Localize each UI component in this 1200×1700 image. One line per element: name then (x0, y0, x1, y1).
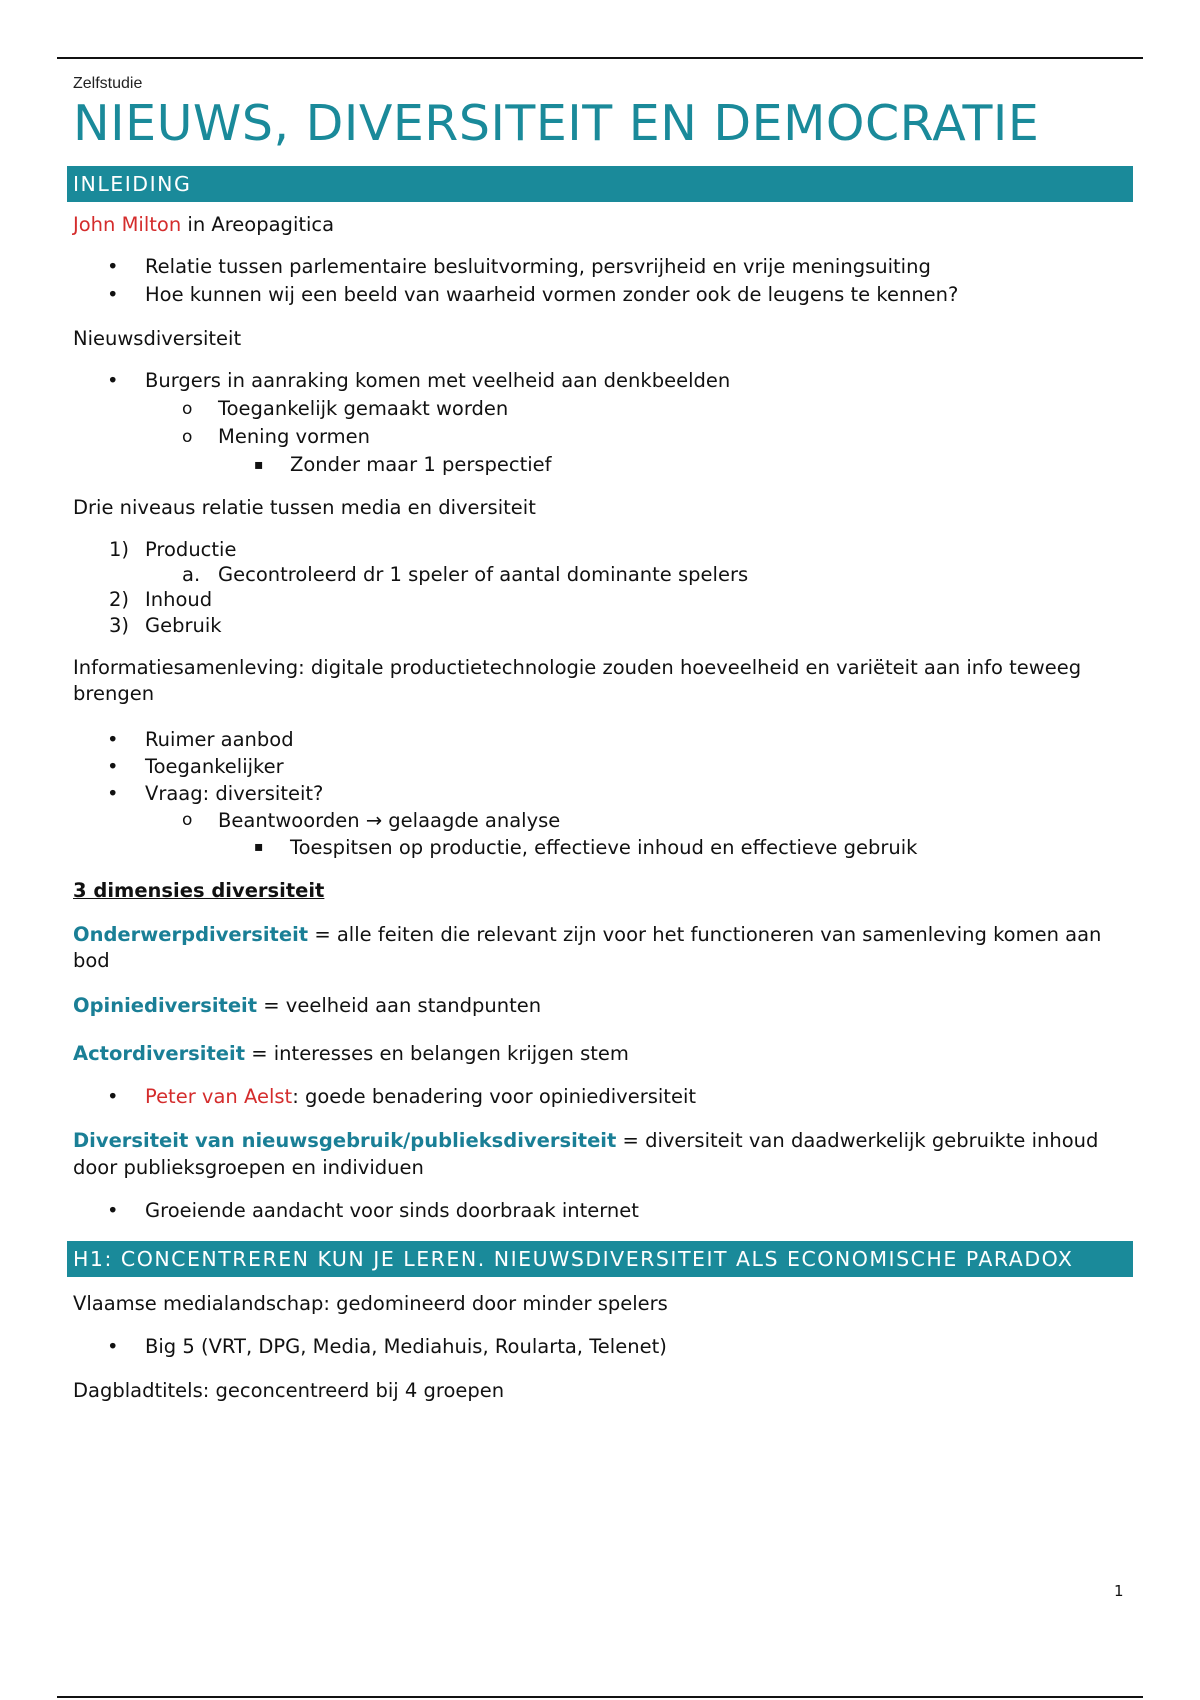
bullet-marker: • (107, 755, 119, 778)
list-item: ▪ Toespitsen op productie, effectieve inhoud en effectieve gebruik (254, 836, 918, 859)
bullet-marker: • (107, 369, 119, 392)
page-number: 1 (1114, 1582, 1124, 1600)
term-actordiversiteit: Actordiversiteit (73, 1042, 246, 1065)
info-society-list (73, 726, 1133, 861)
list-item: 2) Inhoud (109, 588, 213, 611)
levels-label: Drie niveaus relatie tussen media en diversiteit (73, 496, 536, 519)
publiek-list (73, 1197, 1133, 1225)
bullet-marker: • (107, 782, 119, 805)
circle-marker: o (182, 427, 193, 447)
square-marker: ▪ (254, 839, 264, 855)
news-diversity-label: Nieuwsdiversiteit (73, 327, 242, 350)
milton-bullet-list (73, 253, 1133, 309)
list-item: o Beantwoorden → gelaagde analyse (182, 809, 561, 832)
section-heading-inleiding: INLEIDING (67, 166, 1133, 202)
list-item: ▪ Zonder maar 1 perspectief (73, 451, 1133, 479)
list-item: o Toegankelijk gemaakt worden (73, 395, 1133, 423)
milton-rest: in Areopagitica (181, 213, 335, 236)
header-kicker: Zelfstudie (73, 75, 143, 92)
bullet-marker: • (107, 1335, 119, 1358)
levels-list (73, 537, 1133, 639)
term-publieksdiversiteit: Diversiteit van nieuwsgebruik/publieksdiversiteit (73, 1129, 617, 1152)
list-item: • Vraag: diversiteit? (107, 782, 324, 805)
list-item: 1) Productie (109, 538, 237, 561)
term-onderwerpdiversiteit: Onderwerpdiversiteit (73, 923, 309, 946)
top-rule (57, 57, 1143, 59)
bullet-marker: • (107, 1199, 119, 1222)
dimensions-heading: 3 dimensies diversiteit (73, 879, 325, 902)
list-item: • Relatie tussen parlementaire besluitvorming, persvrijheid en vrije meningsuiting (73, 253, 1133, 281)
milton-paragraph (73, 211, 1133, 238)
list-item: a. Gecontroleerd dr 1 speler of aantal dominante spelers (182, 563, 749, 586)
circle-marker: o (182, 399, 193, 419)
circle-marker: o (182, 810, 193, 830)
vlaams-list (73, 1333, 1133, 1361)
list-item: • Big 5 (VRT, DPG, Media, Mediahuis, Roularta, Telenet) (73, 1333, 1133, 1361)
list-item: • Toegankelijker (107, 755, 284, 778)
definition-actor: Actordiversiteit = interesses en belangen krijgen stem (73, 1042, 629, 1065)
list-item: o Mening vormen (73, 423, 1133, 451)
bottom-rule (57, 1696, 1143, 1698)
document-page (73, 74, 1133, 1404)
list-item: • Groeiende aandacht voor sinds doorbraak internet (73, 1197, 1133, 1225)
term-opiniediversiteit: Opiniediversiteit (73, 994, 258, 1017)
list-item: 3) Gebruik (109, 614, 222, 637)
bullet-marker: • (107, 1085, 119, 1108)
definition-opinie: Opiniediversiteit = veelheid aan standpunten (73, 994, 542, 1017)
document-title: NIEUWS, DIVERSITEIT EN DEMOCRATIE (73, 95, 1040, 152)
author-john-milton: John Milton (73, 213, 182, 236)
definition-publiek: Diversiteit van nieuwsgebruik/publieksdiversiteit = diversiteit van daadwerkelijk gebruikte inhoud door publieksgroepen en individuen (73, 1129, 1099, 1179)
news-diversity-list (73, 367, 1133, 479)
bullet-marker: • (107, 283, 119, 306)
bullet-marker: • (107, 255, 119, 278)
list-item: • Hoe kunnen wij een beeld van waarheid vormen zonder ook de leugens te kennen? (73, 281, 1133, 309)
definition-onderwerp: Onderwerpdiversiteit = alle feiten die relevant zijn voor het functioneren van samenleving komen aan bod (73, 923, 1102, 972)
square-marker: ▪ (254, 457, 264, 473)
actor-list (73, 1083, 1133, 1111)
section-heading-h1: H1: CONCENTREREN KUN JE LEREN. NIEUWSDIVERSITEIT ALS ECONOMISCHE PARADOX (67, 1241, 1133, 1277)
dagblad-paragraph: Dagbladtitels: geconcentreerd bij 4 groepen (73, 1379, 505, 1402)
author-peter-van-aelst: Peter van Aelst (145, 1085, 293, 1108)
bullet-marker: • (107, 728, 119, 751)
info-society-paragraph: Informatiesamenleving: digitale productietechnologie zouden hoeveelheid en variëteit aan info teweeg brengen (73, 656, 1082, 705)
list-item: • Burgers in aanraking komen met veelheid aan denkbeelden (73, 367, 1133, 395)
list-item: • Peter van Aelst: goede benadering voor opiniediversiteit (73, 1083, 1133, 1111)
list-item: • Ruimer aanbod (107, 728, 294, 751)
vlaams-paragraph: Vlaamse medialandschap: gedomineerd door minder spelers (73, 1292, 668, 1315)
